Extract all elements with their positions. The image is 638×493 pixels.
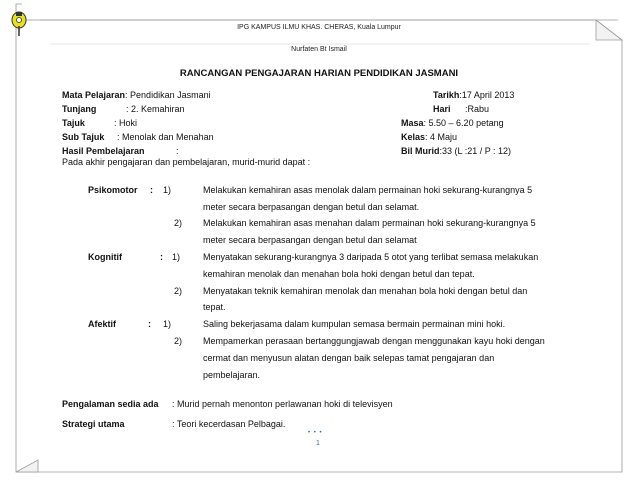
objective-text: Melakukan kemahiran asas menolak dalam permainan hoki sekurang-kurangnya 5 (203, 185, 533, 195)
info-row-sub-tajuk-value (117, 132, 214, 142)
info-label: Sub Tajuk (62, 132, 105, 142)
info-sep: : (459, 90, 462, 100)
info-label: Tarikh (433, 90, 460, 100)
objectives-intro: Pada akhir pengajaran dan pembelajaran, murid-murid dapat : (62, 157, 311, 167)
info-sep: : (117, 132, 120, 142)
info-label: Hari (433, 104, 451, 114)
objective-text: meter secara berpasangan dengan betul dan selamat. (203, 202, 420, 212)
info-row-hasil-sep (176, 146, 179, 156)
domain-sep: : (150, 185, 153, 195)
objective-text: kemahiran menolak dan menahan bola hoki dengan betul dan tepat. (203, 269, 475, 279)
objective-number: 1) (163, 319, 172, 329)
page-title: RANCANGAN PENGAJARAN HARIAN PENDIDIKAN JASMANI (179, 68, 459, 79)
info-row-sub-tajuk (62, 132, 104, 142)
page-number: 1 (316, 440, 320, 447)
objective-text: tepat. (203, 302, 226, 312)
info-label: Kelas (401, 132, 426, 142)
info-row-bil-murid (401, 146, 511, 156)
info-row-tunjang (62, 104, 96, 114)
objective-text: pembelajaran. (203, 370, 261, 380)
objective-number: 2) (174, 218, 183, 228)
author-name: Nurfaten Bt Ismail (291, 46, 347, 53)
info-row-hari (433, 104, 451, 114)
objective-text: meter secara berpasangan dengan betul dan selamat (203, 235, 417, 245)
objective-text: Mempamerkan perasaan bertanggungjawab dengan menggunakan kayu hoki dengan (203, 336, 545, 346)
domain-sep: : (148, 319, 151, 329)
info-sep: : (126, 104, 129, 114)
info-row-tajuk-value (114, 118, 137, 128)
pengalaman-value: : Murid pernah menonton perlawanan hoki di televisyen (172, 399, 393, 409)
domain-label-kognitif: Kognitif (88, 252, 122, 262)
info-label: Hasil Pembelajaran (62, 146, 145, 156)
info-sep: : (425, 132, 428, 142)
info-sep: : (176, 146, 179, 156)
info-sep: : (439, 146, 443, 156)
objective-number: 1) (172, 252, 181, 262)
objective-text: cermat dan menyusun alatan dengan baik selepas tamat pengajaran dan (203, 353, 495, 363)
info-sep: : (423, 118, 427, 128)
info-row-tarikh (433, 90, 514, 100)
info-label: Tajuk (62, 118, 85, 128)
info-value: 17 April 2013 (461, 90, 515, 100)
info-label: Mata Pelajaran (62, 90, 126, 100)
info-value: 5.50 – 6.20 petang (426, 118, 504, 128)
pengalaman-label: Pengalaman sedia ada (62, 399, 159, 409)
info-value: Rabu (467, 104, 490, 114)
objective-number: 1) (163, 185, 172, 195)
info-row-hasil-pembelajaran (62, 146, 145, 156)
info-value: Pendidikan Jasmani (127, 90, 211, 100)
info-row-kelas (401, 132, 457, 142)
info-sep: : (465, 104, 468, 114)
info-value: 4 Maju (427, 132, 458, 142)
institution-header: IPG KAMPUS ILMU KHAS. CHERAS, Kuala Lumpur (237, 24, 401, 31)
objective-text: Saling bekerjasama dalam kumpulan semasa bermain permainan mini hoki. (203, 319, 506, 329)
info-value: 2. Kemahiran (128, 104, 185, 114)
objective-number: 2) (174, 286, 183, 296)
domain-sep: : (160, 252, 163, 262)
info-value: 33 (L :21 / P : 12) (442, 146, 512, 156)
info-label: Tunjang (62, 104, 97, 114)
info-label: Masa (401, 118, 424, 128)
info-value: Menolak dan Menahan (119, 132, 214, 142)
page-dots: • • • (308, 430, 323, 436)
info-row-masa (401, 118, 504, 128)
info-row-mata-pelajaran (62, 90, 211, 100)
info-sep: : (125, 90, 128, 100)
pin-icon (8, 8, 30, 38)
objective-number: 2) (174, 336, 183, 346)
objective-text: Melakukan kemahiran asas menahan dalam permainan hoki sekurang-kurangnya 5 (203, 218, 536, 228)
info-value: Hoki (116, 118, 138, 128)
objective-text: Menyatakan teknik kemahiran menolak dan menahan bola hoki dengan betul dan (203, 286, 528, 296)
domain-label-afektif: Afektif (88, 319, 117, 329)
strategi-label: Strategi utama (62, 419, 125, 429)
domain-label-psikomotor: Psikomotor (88, 185, 138, 195)
info-label: Bil Murid (401, 146, 440, 156)
info-row-tajuk (62, 118, 85, 128)
objective-text: Menyatakan sekurang-kurangnya 3 daripada 5 otot yang terlibat semasa melakukan (203, 252, 539, 262)
strategi-value: : Teori kecerdasan Pelbagai. (172, 419, 286, 429)
info-row-tunjang-value (126, 104, 185, 114)
info-row-hari-value (465, 104, 489, 114)
info-sep: : (114, 118, 117, 128)
